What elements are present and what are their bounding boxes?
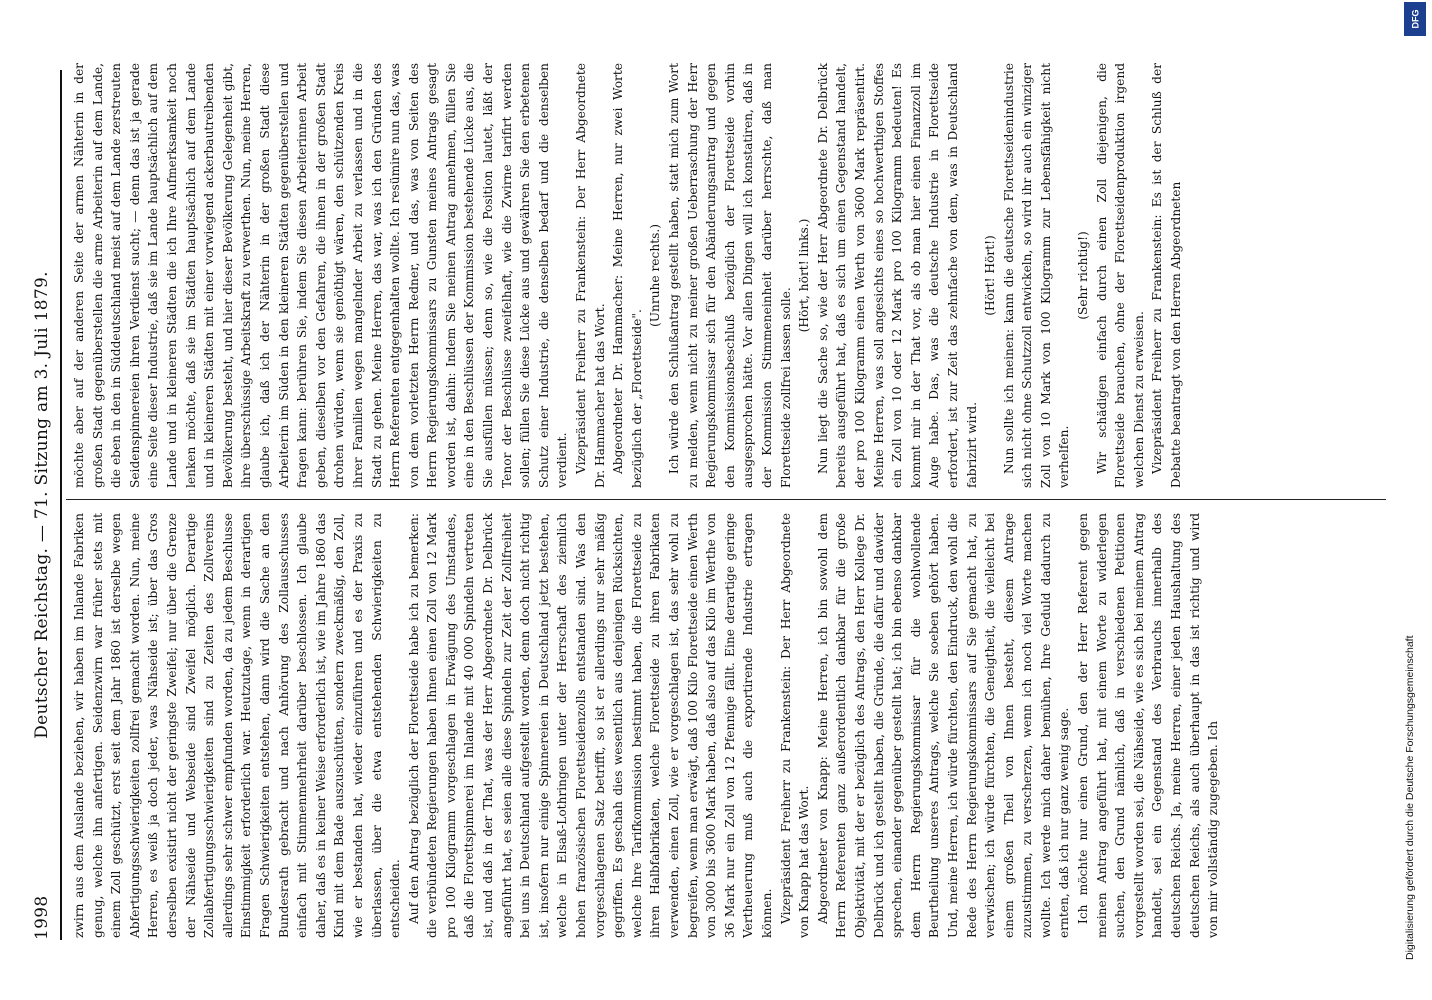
interjection: (Hört! Hört!) [983, 235, 998, 316]
paragraph: Auf den Antrag bezüglich der Florettseide habe ich zu bemerken: die verbündeten Regierungen haben Ihnen einen Zoll von 12 Mark pro 100 Kilogramm vorgeschlagen in Erwägung des Umstandes, daß die Florettspinnerei im Inlande mit 40 000 Spindeln vertreten ist, und daß in der That, was der Herr Abgeordnete Dr. Delbrück angeführt hat, es seien alle diese Spindeln zur Zeit der Zollfreiheit bei uns in Deutschland aufgestellt worden, denn doch nicht richtig ist, insofern nur einige Spinnereien in Deutschland jetzt bestehen, welche in Elsaß-Lothringen unter der Herrschaft des ziemlich hohen französischen Florettseidenzolls entstanden sind. Was den vorgeschlagenen Satz betrifft, so ist er allerdings nur sehr mäßig gegriffen. Es geschah dies wesentlich aus denjenigen Rücksichten, welche Ihre Tarifkommission bestimmt haben, die Florettseide zu ihren Halbfabrikaten, welche Florettseide zu ihren Fabrikaten verwenden, einen Zoll, wie er vorgeschlagen ist, das sehr wohl zu begreifen, wenn man erwägt, daß 100 Kilo Florettseide einen Werth von 3000 bis 3600 Mark haben, daß also auf das Kilo im Werthe von 36 Mark nur ein Zoll von 12 Pfennige fällt. Eine derartige geringe Vertheuerung muß auch die exportirende Industrie ertragen können. [406, 513, 774, 938]
column-divider [66, 499, 1386, 500]
vice-president-remark: Vizepräsident Freiherr zu Frankenstein: Es ist der Schluß der Debatte beantragt von den Herren Abgeordneten [1150, 63, 1184, 488]
paragraph: Nun liegt die Sache so, wie der Herr Abgeordnete Dr. Delbrück bereits ausgeführt hat, daß es sich um einen Gegenstand handelt, der pro 100 Kilogramm einen Werth von 3600 Mark repräsentirt. Meine Herren, was soll angesichts eines so hochwerthigen Stoffes ein Zoll von 10 oder 12 Mark pro 100 Kilogramm bedeuten! Es kommt mir in der That vor, als ob man hier einen Finanzzoll im Auge habe. Das, was die deutsche Industrie in Florettseide erfordert, ist zur Zeit das zehnfache von dem, was in Deutschland fabrizirt wird. [815, 63, 979, 488]
page-header [22, 70, 62, 940]
page-number: 1998 [32, 895, 52, 940]
vice-president-remark: Vizepräsident Freiherr zu Frankenstein: Der Herr Abgeordnete von Knapp hat das Wort. [778, 513, 812, 938]
speech-hammacher: Abgeordneter Dr. Hammacher: Meine Herren, nur zwei Worte bezüglich der „Florettseide". [611, 63, 644, 488]
left-column [70, 513, 1223, 938]
speech-knapp-continued: Ich möchte nur einen Grund, den der Herr Referent gegen meinen Antrag angeführt hat, mit einem Worte zu widerlegen suchen, den Grund nämlich, daß in verschiedenen Petitionen vorgestellt worden sei, die Nähseide, wie es sich bei meinem Antrag handelt, sei ein Gegenstand des Verbrauchs innerhalb des deutschen Reichs. Ja, meine Herren, einer jeden Haushaltung des deutschen Reichs, als auch überhaupt in das ist richtig und wird von mir vollständig zugegeben. Ich [1076, 513, 1221, 938]
interjection: (Sehr richtig!) [1076, 231, 1091, 320]
paragraph: Nun sollte ich meinen: kann die deutsche Florettseidenindustrie sich nicht ohne Schutzzoll entwickeln, so wird ihr auch ein winziger Zoll von 10 Mark von 100 Kilogramm zur Lebensfähigkeit nicht verhelfen. [1001, 63, 1072, 488]
paragraph: zwirn aus dem Auslande beziehen, wir haben im Inlande Fabriken genug, welche ihn anfertigen. Seidenzwirn war früher stets mit einem Zoll geschützt, erst seit dem Jahr 1860 ist derselbe wegen Abfertigungsschwierigkeiten zollfrei gemacht worden. Nun, meine Herren, es weiß ja doch jeder, was Nähseide ist; über das Gros derselben existirt nicht der geringste Zweifel; nur über die Grenze der Nähseide und Webseide sind Zweifel möglich. Derartige Zollabfertigungsschwierigkeiten sind zu Zeiten des Zollvereins allerdings sehr schwer empfunden worden, da zu jedem Beschlusse Einstimmigkeit erforderlich war. Heutzutage, wenn in derartigen Fragen Schwierigkeiten entstehen, dann wird die Sache an den Bundesrath gebracht und nach Anhörung des Zollausschusses einfach mit Stimmenmehrheit darüber beschlossen. Ich glaube daher, daß es in keiner Weise erforderlich ist, wie im Jahre 1860 das Kind mit dem Bade auszuschütten, sondern zweckmäßig, den Zoll, wie er bestanden hat, wieder einzuführen und es der Praxis zu überlassen, über die etwa entstehenden Schwierigkeiten zu entscheiden. [72, 513, 403, 938]
interjection: (Unruhe rechts.) [648, 224, 663, 327]
right-column [70, 63, 1186, 488]
vice-president-remark: Vizepräsident Freiherr zu Frankenstein: Der Herr Abgeordnete Dr. Hammacher hat das Wort. [574, 63, 607, 488]
digitization-credit-strip [1386, 40, 1426, 960]
header-rule [60, 70, 62, 940]
digitization-credit: Digitalisierung gefördert durch die Deutsche Forschungsgemeinschaft [1404, 635, 1416, 960]
paragraph: möchte aber auf der anderen Seite der armen Nähterin in der großen Stadt gegenüberstellen die arme Arbeiterin auf dem Lande, die eben in den in Süddeutschland meist auf dem Lande zerstreuten Seidenspinnereien ihren Verdienst sucht; — denn das ist ja gerade eine Seite dieser Industrie, daß sie im Lande hauptsächlich auf dem Lande und in kleineren Städten die ich Ihre Aufmerksamkeit noch lenken möchte, daß sie im Städten hauptsächlich auf dem Lande und in kleineren Städten mit einer vorwiegend ackerbautreibenden Bevölkerung besteht, und hier dieser Bevölkerung Gelegenheit gibt, ihre überschüssige Arbeitskraft zu verwerthen. Nun, meine Herren, glaube ich, daß ich der Nähterin in der großen Stadt diese Arbeiterin im Süden in den kleineren Städten gegenüberstellen und fragen kann: berühren Sie, indem Sie diesen Arbeiterinnen Arbeit geben, dieselben vor den Gefahren, die ihnen in der großen Stadt drohen würden, wenn sie genöthigt wären, den schützenden Kreis ihrer Familien wegen mangelnder Arbeit zu verlassen und in die Stadt zu gehen. Meine Herren, das war, was ich den Gründen des Herrn Referenten entgegenhalten wollte. Ich resümire nun das, was von dem vorletzten Herrn Redner, und das, was von Seiten des Herrn Regierungskommissars zu Gunsten meines Antrags gesagt worden ist, dahin: Indem Sie meinen Antrag annehmen, füllen Sie eine in den Beschlüssen der Kommission bestehende Lücke aus, die Sie ausfüllen müssen; denn so, wie die Position lautet, läßt der Tenor der Beschlüsse zweifelhaft, wie die Zwirne tarifirt werden sollen; füllen Sie diese Lücke aus und gewähren Sie den erbetenen Schutz einer Industrie, die denselben bedarf und die denselben verdient. [72, 63, 570, 488]
dfg-logo [1404, 2, 1426, 36]
speech-knapp: Abgeordneter von Knapp: Meine Herren, ich bin sowohl dem Herrn Referenten ganz außerordentlich dankbar für die große Objektivität, mit der er bezüglich des Antrags, den Herr Kollege Dr. Delbrück und ich gestellt haben, die Gründe, die dafür und dawider sprechen, einander gegenüber gestellt hat; ich bin ebenso dankbar dem Herrn Regierungskommissar für die wohlwollende Beurtheilung unseres Antrags, welche Sie soeben gehört haben. Und, meine Herren, ich würde fürchten, den Eindruck, den wohl die Rede des Herrn Regierungskommissars auf Sie gemacht hat, zu verwischen; ich würde fürchten, die Geneigtheit, die vielleicht bei einem großen Theil von Ihnen besteht, diesem Antrage zuzustimmen, zu verscherzen, wenn ich noch viel Worte machen wollte. Ich werde mich daher bemühen, Ihre Geduld dadurch zu ernten, daß ich nur ganz wenig sage. [815, 513, 1072, 938]
paragraph: Wir schädigen einfach durch einen Zoll diejenigen, die Florettseide brauchen, ohne der Florettseidenproduktion irgend welchen Dienst zu erweisen. [1094, 63, 1146, 488]
dfg-logo-text: DFG [1410, 9, 1420, 29]
paragraph: Ich würde den Schlußantrag gestellt haben, statt mich zum Wort zu melden, wenn nicht zu meiner großen Ueberraschung der Herr Regierungskommissar sich für den Abänderungsantrag und gegen den Kommissionsbeschluß bezüglich der Florettseide vorhin ausgesprochen hätte. Vor allen Dingen will ich konstatiren, daß in der Kommission Stimmeneinheit darüber herrschte, daß man Florettseide zollfrei lassen solle. [667, 63, 793, 488]
interjection: (Hört, hört! links.) [797, 218, 812, 333]
page-title: Deutscher Reichstag. — 71. Sitzung am 3. Juli 1879. [32, 271, 52, 739]
